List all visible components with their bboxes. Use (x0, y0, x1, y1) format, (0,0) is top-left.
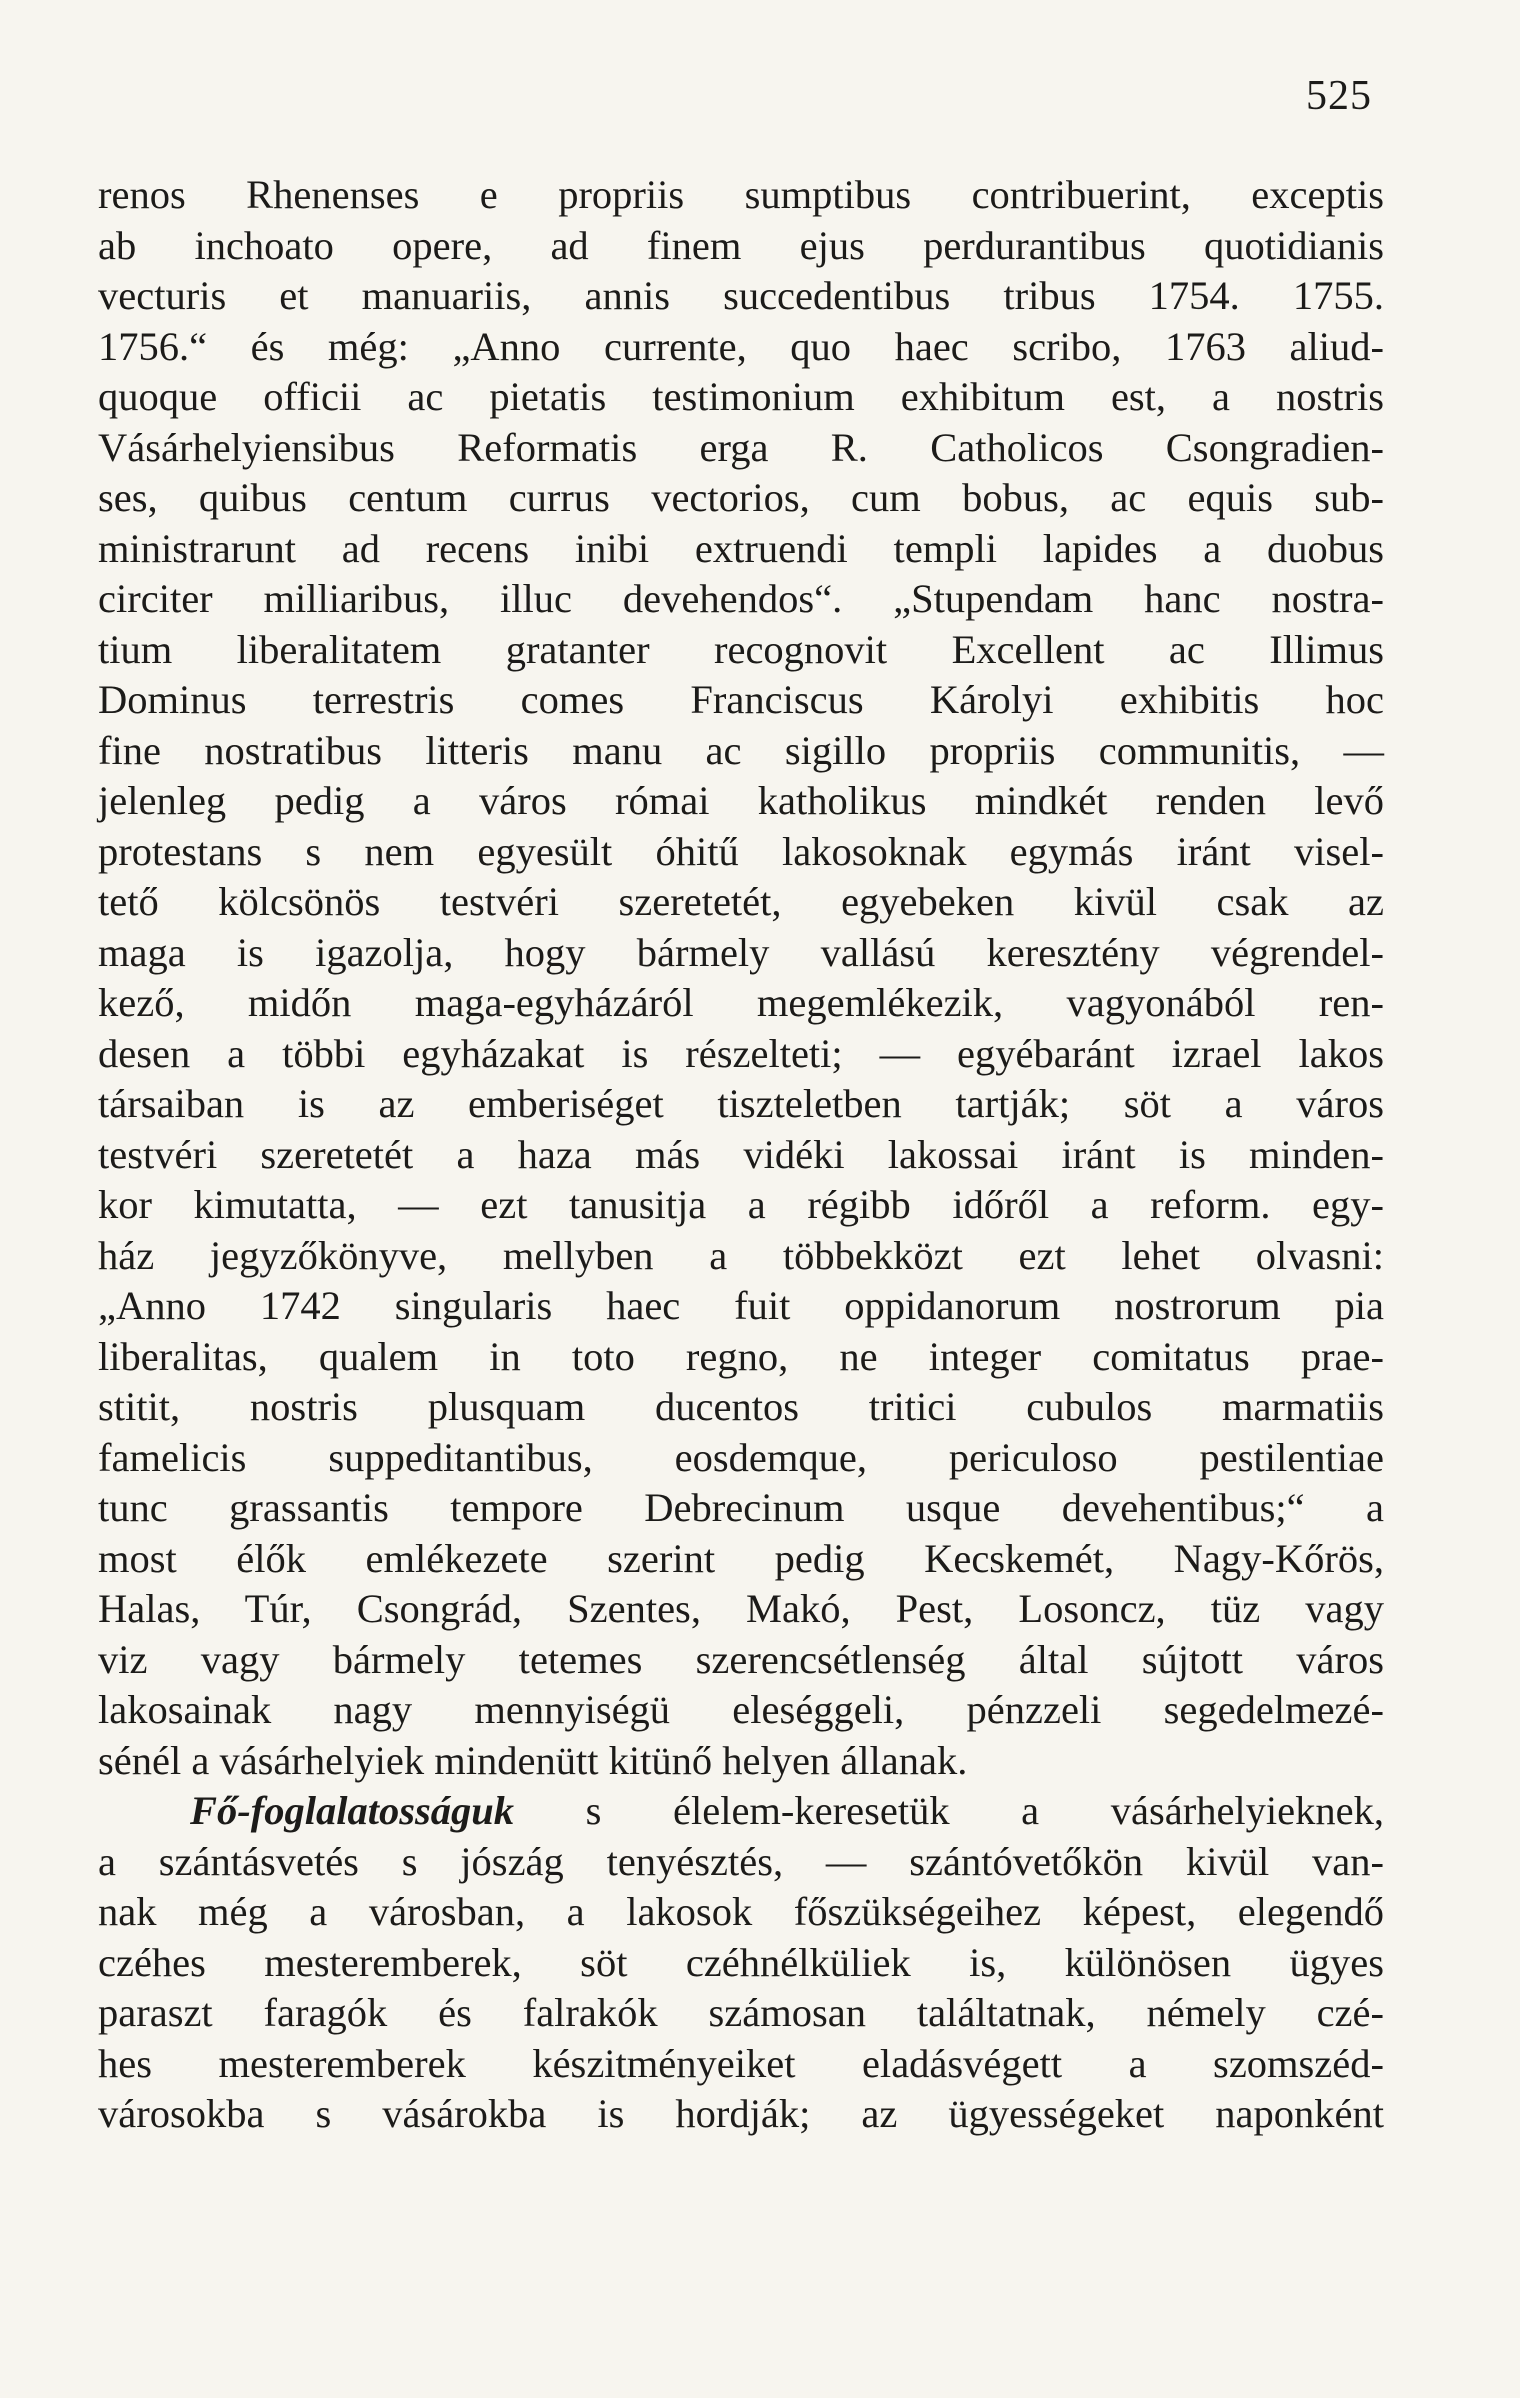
text-line: a szántásvetés s jószág tenyésztés, — szántóvetőkön kivül van- (98, 1838, 1384, 1884)
text-line: paraszt faragók és falrakók számosan találtatnak, némely czé- (98, 1990, 1384, 2035)
text-line: fine nostratibus litteris manu ac sigillo propriis communitis, — (98, 727, 1384, 773)
text-line: lakosainak nagy mennyiségü eleséggeli, pénzzeli segedelmezé- (98, 1687, 1384, 1732)
text-line: quoque officii ac pietatis testimonium exhibitum est, a nostris (98, 374, 1384, 419)
text-line: ház jegyzőkönyve, mellyben a többekközt ezt lehet olvasni: (98, 1232, 1384, 1278)
text-line: tető kölcsönös testvéri szeretetét, egyebeken kivül csak az (98, 879, 1384, 924)
paragraph-2 (98, 1786, 1384, 2140)
text-line: Vásárhelyiensibus Reformatis erga R. Catholicos Csongradien- (98, 424, 1384, 470)
text-line: protestans s nem egyesült óhitű lakosoknak egymás iránt visel- (98, 828, 1384, 874)
text-line: tium liberalitatem gratanter recognovit Excellent ac Illimus (98, 626, 1384, 672)
text-line: viz vagy bármely tetemes szerencsétlenség által sújtott város (98, 1636, 1384, 1682)
text-line: „Anno 1742 singularis haec fuit oppidanorum nostrorum pia (98, 1283, 1384, 1328)
text-line: társaiban is az emberiséget tiszteletben tartják; söt a város (98, 1081, 1384, 1126)
text-line: tunc grassantis tempore Debrecinum usque devehentibus;“ a (98, 1485, 1384, 1530)
text-line: czéhes mesteremberek, söt czéhnélküliek is, különösen ügyes (98, 1939, 1384, 1985)
paragraph-1 (98, 170, 1384, 1786)
body-text (98, 170, 1384, 2140)
text-line: Halas, Túr, Csongrád, Szentes, Makó, Pest, Losoncz, tüz vagy (98, 1586, 1384, 1631)
text-line: kező, midőn maga-egyházáról megemlékezik, vagyonából ren- (98, 980, 1384, 1025)
text-line: liberalitas, qualem in toto regno, ne integer comitatus prae- (98, 1333, 1384, 1379)
text-line: circiter milliaribus, illuc devehendos“. „Stupendam hanc nostra- (98, 576, 1384, 621)
text-line: ab inchoato opere, ad finem ejus perdurantibus quotidianis (98, 222, 1384, 268)
text-line: stitit, nostris plusquam ducentos tritici cubulos marmatiis (98, 1384, 1384, 1429)
text-line: nak még a városban, a lakosok főszükségeihez képest, elegendő (98, 1889, 1384, 1934)
text-line: sénél a vásárhelyiek mindenütt kitünő helyen állanak. (98, 1737, 968, 1783)
text-line: 1756.“ és még: „Anno currente, quo haec scribo, 1763 aliud- (98, 323, 1384, 369)
paragraph-lead-term: Fő-foglalatosságuk (190, 1788, 515, 1833)
text-line: hes mesteremberek készitményeiket eladásvégett a szomszéd- (98, 2040, 1384, 2086)
text-line: testvéri szeretetét a haza más vidéki lakossai iránt is minden- (98, 1131, 1384, 1177)
text-line: most élők emlékezete szerint pedig Kecskemét, Nagy-Kőrös, (98, 1535, 1384, 1581)
page-number: 525 (1306, 73, 1372, 119)
text-line: Dominus terrestris comes Franciscus Károlyi exhibitis hoc (98, 677, 1384, 722)
text-line: famelicis suppeditantibus, eosdemque, periculoso pestilentiae (98, 1434, 1384, 1480)
text-line: városokba s vásárokba is hordják; az ügyességeket naponként (98, 2091, 1384, 2136)
paragraph-2-first-line-rest: s élelem-keresetük a vásárhelyieknek, (514, 1788, 1384, 1833)
text-line: desen a többi egyházakat is részelteti; — egyébaránt izrael lakos (98, 1030, 1384, 1076)
text-line: jelenleg pedig a város római katholikus mindkét renden levő (98, 778, 1384, 823)
text-line: vecturis et manuariis, annis succedentibus tribus 1754. 1755. (98, 273, 1384, 318)
paragraph-2-first-line (98, 1786, 1384, 1837)
text-line: maga is igazolja, hogy bármely vallású keresztény végrendel- (98, 929, 1384, 975)
text-line: renos Rhenenses e propriis sumptibus contribuerint, exceptis (98, 172, 1384, 217)
text-line: ses, quibus centum currus vectorios, cum bobus, ac equis sub- (98, 475, 1384, 520)
text-line: ministrarunt ad recens inibi extruendi templi lapides a duobus (98, 525, 1384, 571)
text-line: kor kimutatta, — ezt tanusitja a régibb időről a reform. egy- (98, 1182, 1384, 1227)
